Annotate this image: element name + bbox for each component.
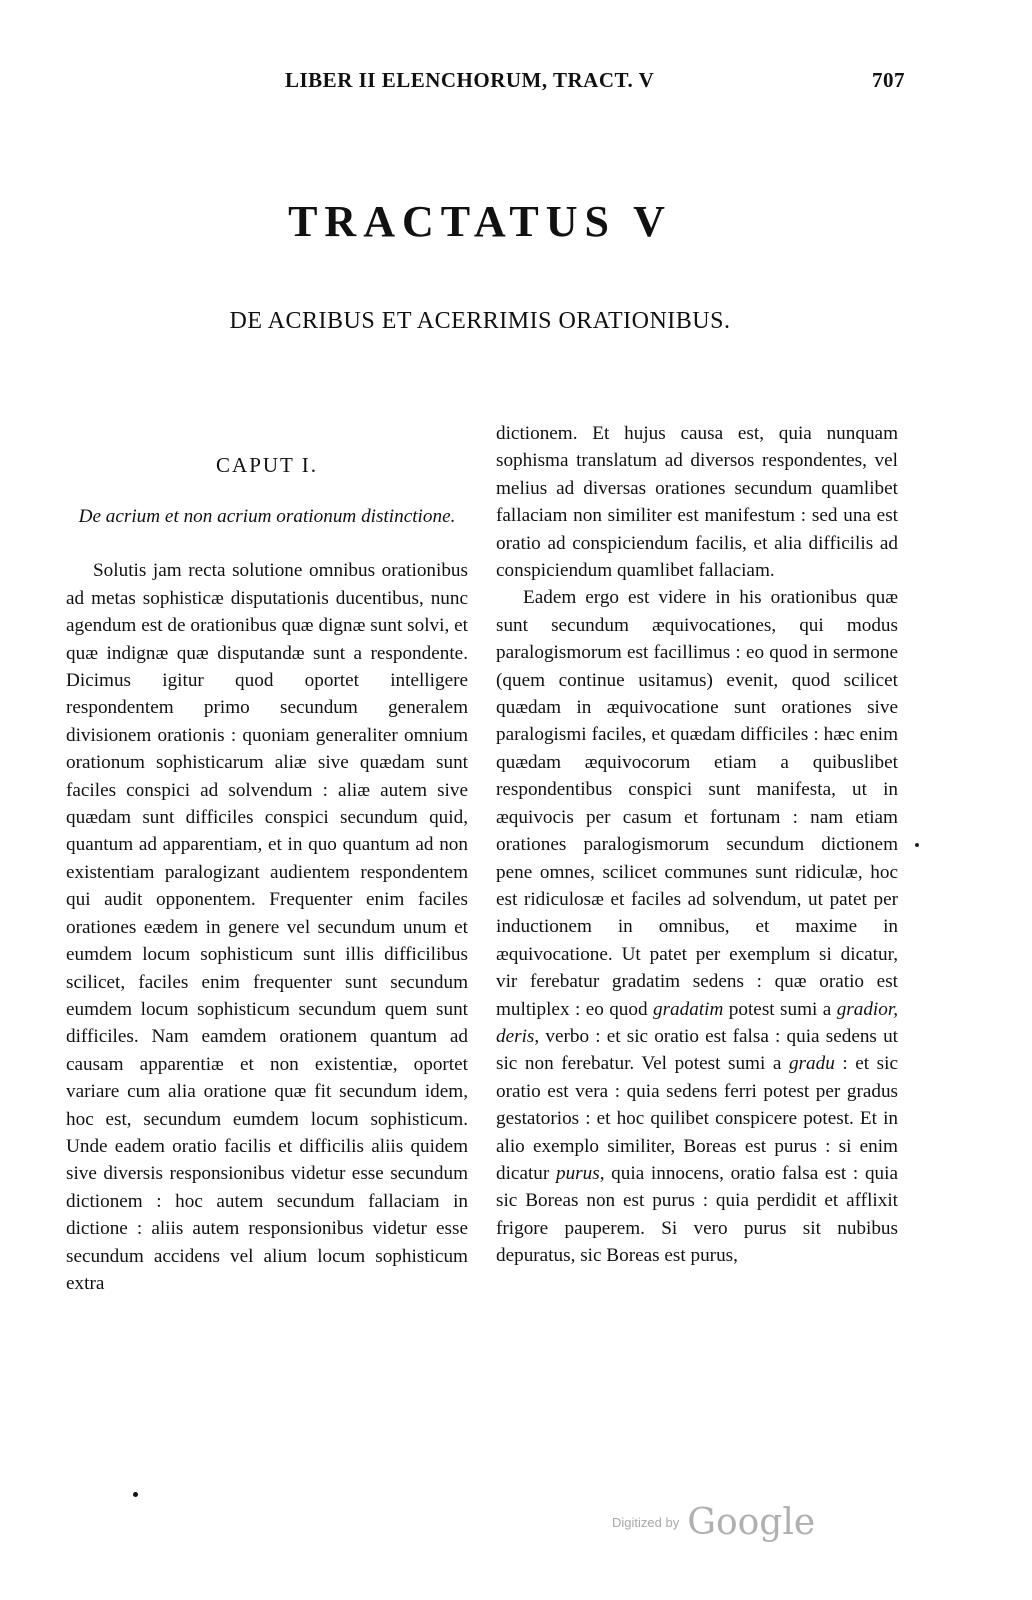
- italic-term: gradatim: [653, 998, 724, 1020]
- treatise-title: TRACTATUS V: [288, 197, 672, 246]
- left-column: [66, 420, 468, 1297]
- chapter-heading: CAPUT I.: [216, 453, 318, 477]
- text-run: Eadem ergo est videre in his orationibus quæ sunt secundum æquivocationes, qui modus paralogismorum est facillimus : eo quod in sermone (quem continue usitamus) evenit, quod scilicet quædam in æquivocatione sunt orationes sive paralogismi faciles, et quædam difficiles : hæc enim quædam æquivocorum etiam a quibuslibet respondentibus conspici sunt manifesta, ut in æquivocis per casum et fortunam : nam etiam orationes paralogismorum secundum dictionem pene omnes, scilicet communes sunt ridiculæ, hoc est ridiculosæ et faciles ad solvendum, ut patet per inductionem in omnibus, et maxime in æquivocatione. Ut patet per exemplum si dicatur, vir ferebatur gradatim sedens : quæ oratio est multiplex : eo quod: [496, 587, 898, 1020]
- running-head: [285, 68, 905, 93]
- margin-mark: [915, 843, 919, 847]
- text-run: , quia innocens, oratio falsa est : quia sic Boreas non est purus : quia perdidit et afflixit frigore pauperem. Si vero purus sit nubibus depuratus, sic Boreas est purus,: [496, 1162, 898, 1267]
- body-paragraph-continued: dictionem. Et hujus causa est, quia nunquam sophisma translatum ad diversos respondentes, vel melius ad diversas orationes secundum quamlibet fallaciam non similiter est manifestum : sed una est oratio ad conspiciendum facilis, et alia difficilis ad conspiciendum quamlibet fallaciam.: [496, 423, 898, 582]
- treatise-subtitle: DE ACRIBUS ET ACERRIMIS ORATIONIBUS.: [229, 308, 731, 334]
- text-run: potest sumi a: [723, 998, 837, 1020]
- google-logo: Google: [687, 1502, 816, 1543]
- italic-term: purus: [555, 1162, 600, 1184]
- text-run: , verbo : et sic oratio est falsa : quia sedens ut sic non ferebatur. Vel potest sumi a: [496, 1025, 898, 1075]
- chapter-summary: De acrium et non acrium orationum distinctione.: [78, 506, 456, 527]
- body-paragraph: [496, 584, 898, 1269]
- page-number: 707: [872, 68, 905, 92]
- body-paragraph: Solutis jam recta solutione omnibus orationibus ad metas sophisticæ disputationis ducentibus, nunc agendum est de orationibus quæ dignæ sunt solvi, et quæ indignæ quæ disputandæ sunt a respondente. Dicimus igitur quod oportet intelligere respondentem primo secundum generalem divisionem orationis : quoniam generaliter omnium orationum sophisticarum aliæ sive quædam sunt faciles conspici ad solvendum : aliæ autem sive quædam sunt difficiles conspici secundum quid, quantum ad apparentiam, et in quo quantum ad non existentiam paralogizant audientem respondentem qui audit opponentem. Frequenter enim faciles orationes eædem in genere vel secundum unum et eumdem locum sophisticum sunt illis difficilibus scilicet, faciles enim frequenter sunt secundum eumdem locum sophisticum secundum quem sunt difficiles. Nam eamdem orationem quantum ad causam apparentiæ et non existentiæ, oportet variare cum alia oratione quæ fit secundum idem, hoc est, secundum eumdem locum sophisticum. Unde eadem oratio facilis et difficilis aliis quidem sive diversis responsionibus videtur esse secundum dictionem : hoc autem secundum fallaciam in dictione : aliis autem responsionibus videtur esse secundum accidens vel alium locum sophisticum extra: [66, 560, 468, 1294]
- footer-dot: [133, 1492, 138, 1497]
- right-column: [496, 420, 898, 1270]
- italic-term: gradior, deris: [496, 998, 898, 1047]
- digitization-watermark: [612, 1502, 815, 1543]
- text-run: : et sic oratio est vera : quia sedens ferri potest per gradus gestatorios : et hoc quilibet conspicere potest. Et in alio exemplo similiter, Boreas est purus : si enim dicatur: [496, 1053, 898, 1184]
- italic-term: gradu: [788, 1053, 835, 1075]
- watermark-prefix: Digitized by: [612, 1515, 680, 1530]
- running-title: LIBER II ELENCHORUM, TRACT. V: [285, 68, 655, 92]
